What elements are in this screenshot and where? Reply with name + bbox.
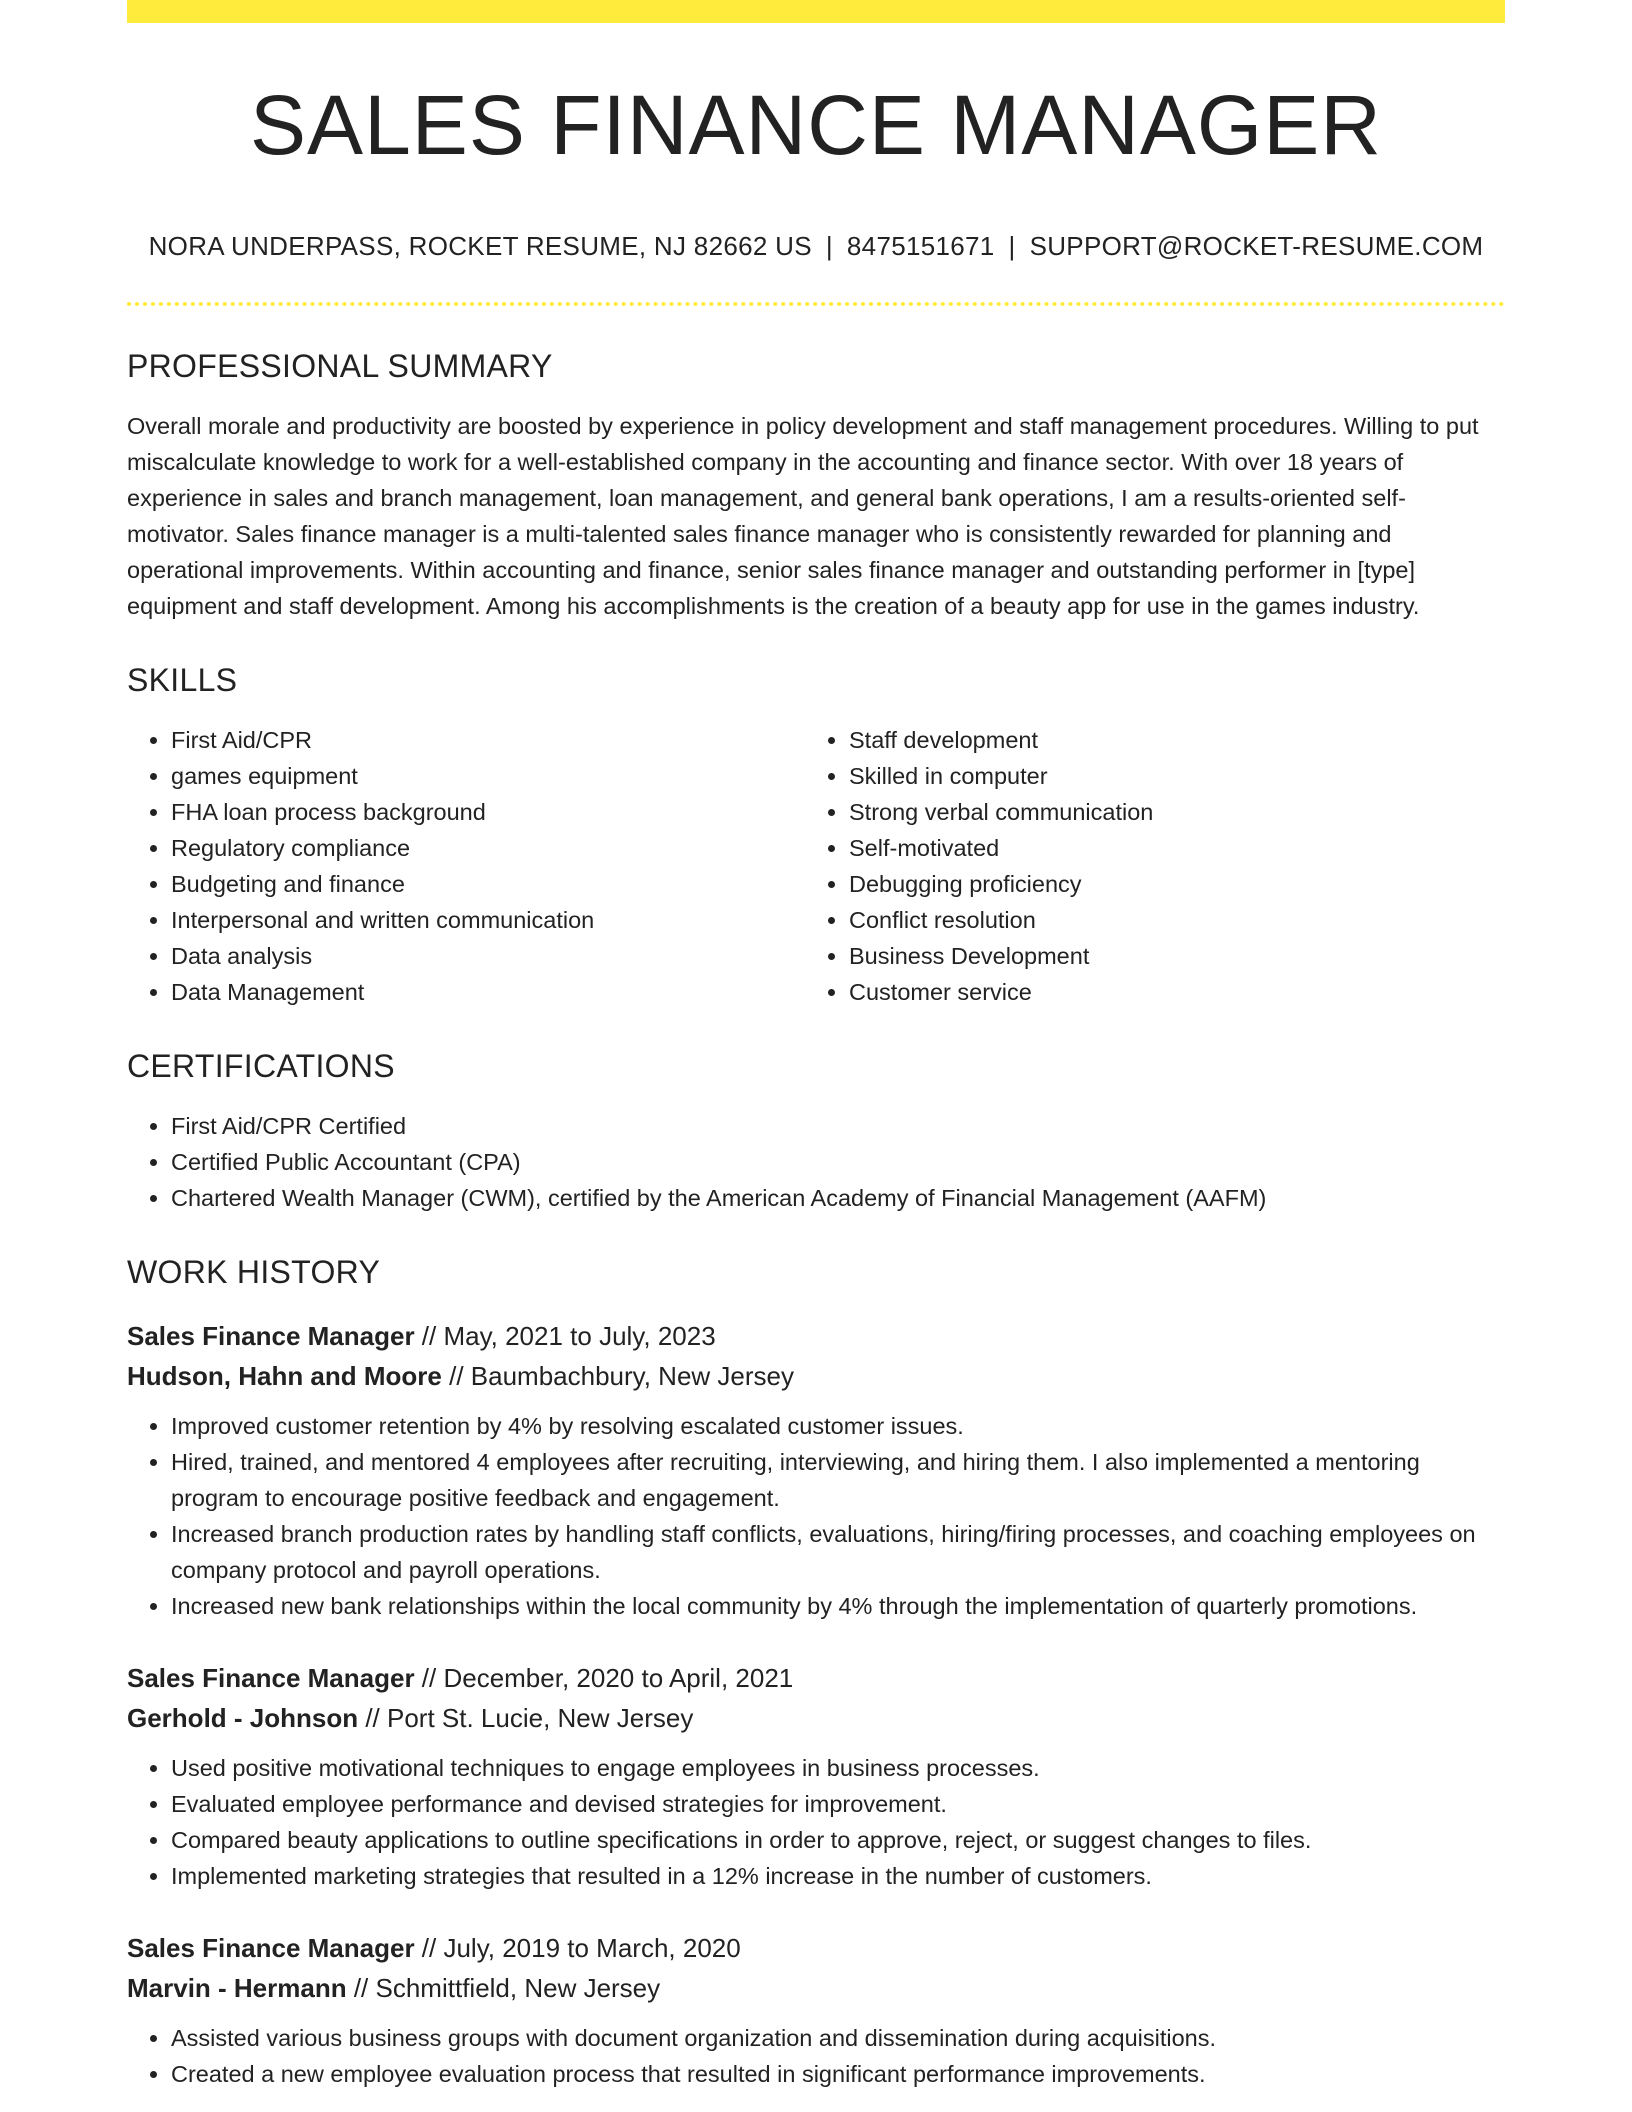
certification-item: • First Aid/CPR Certified [171, 1108, 1505, 1144]
skill-item: • Interpersonal and written communication [171, 902, 805, 938]
skill-item: • Strong verbal communication [849, 794, 1483, 830]
job-bullet: • Increased new bank relationships within the local community by 4% through the implementation of quarterly promotions. [171, 1588, 1505, 1624]
job-location: // Port St. Lucie, New Jersey [358, 1703, 694, 1733]
job-company-line [127, 1968, 1505, 2008]
job-company: Hudson, Hahn and Moore [127, 1361, 442, 1391]
job-location: // Schmittfield, New Jersey [346, 1973, 661, 2003]
job-company-line [127, 1698, 1505, 1738]
job-bullet: • Created a new employee evaluation process that resulted in significant performance improvements. [171, 2056, 1505, 2092]
skill-item: • Regulatory compliance [171, 830, 805, 866]
job-role-line [127, 1316, 1505, 1356]
skill-item: • Conflict resolution [849, 902, 1483, 938]
contact-line [127, 231, 1505, 262]
job-bullet: • Used positive motivational techniques to engage employees in business processes. [171, 1750, 1505, 1786]
job-bullet: • Improved customer retention by 4% by resolving escalated customer issues. [171, 1408, 1505, 1444]
skill-item: • Business Development [849, 938, 1483, 974]
job-dates: // May, 2021 to July, 2023 [414, 1321, 716, 1351]
job-bullet: • Evaluated employee performance and devised strategies for improvement. [171, 1786, 1505, 1822]
job-bullet: • Hired, trained, and mentored 4 employees after recruiting, interviewing, and hiring them. I also implemented a mentoring program to encourage positive feedback and engagement. [171, 1444, 1505, 1516]
job-company: Gerhold - Johnson [127, 1703, 359, 1733]
skills-heading: SKILLS [127, 662, 238, 698]
job-role-line [127, 1928, 1505, 1968]
skill-item: • Staff development [849, 722, 1483, 758]
job-role: Sales Finance Manager [127, 1933, 415, 1963]
resume-page [127, 0, 1505, 2092]
job-role: Sales Finance Manager [127, 1663, 415, 1693]
skill-item: • Budgeting and finance [171, 866, 805, 902]
job-bullet: • Increased branch production rates by handling staff conflicts, evaluations, hiring/firing processes, and coaching employees on company protocol and payroll operations. [171, 1516, 1505, 1588]
contact-phone: 8475151671 [846, 231, 995, 261]
job-role-line [127, 1658, 1505, 1698]
skill-item: • Self-motivated [849, 830, 1483, 866]
contact-address: NORA UNDERPASS, ROCKET RESUME, NJ 82662 US [148, 231, 812, 261]
certification-item: • Certified Public Accountant (CPA) [171, 1144, 1505, 1180]
job-location: // Baumbachbury, New Jersey [441, 1361, 794, 1391]
skill-item: • First Aid/CPR [171, 722, 805, 758]
contact-email[interactable]: SUPPORT@ROCKET-RESUME.COM [1029, 231, 1484, 261]
skills-list [127, 722, 1505, 1010]
contact-separator: | [825, 231, 833, 261]
skill-item: • Data Management [171, 974, 805, 1010]
skill-item: • Skilled in computer [849, 758, 1483, 794]
certification-item: • Chartered Wealth Manager (CWM), certified by the American Academy of Financial Management (AAFM) [171, 1180, 1505, 1216]
summary-text: Overall morale and productivity are boosted by experience in policy development and staff management procedures. Willing to put miscalculate knowledge to work for a well-established company in the accounting and finance sector. With over 18 years of experience in sales and branch management, loan management, and general bank operations, I am a results-oriented self-motivator. Sales finance manager is a multi-talented sales finance manager who is consistently rewarded for planning and operational improvements. Within accounting and finance, senior sales finance manager and outstanding performer in [type] equipment and staff development. Among his accomplishments is the creation of a beauty app for use in the games industry. [127, 413, 1479, 619]
dotted-divider [127, 302, 1505, 306]
skills-column-right [805, 722, 1483, 1010]
certifications-heading: CERTIFICATIONS [127, 1048, 395, 1084]
job-dates: // July, 2019 to March, 2020 [414, 1933, 741, 1963]
skill-item: • games equipment [171, 758, 805, 794]
job-entry [127, 1928, 1505, 2092]
skill-item: • Debugging proficiency [849, 866, 1483, 902]
work-history-heading: WORK HISTORY [127, 1254, 381, 1290]
skill-item: • Customer service [849, 974, 1483, 1010]
job-entry [127, 1658, 1505, 1894]
job-bullet: • Implemented marketing strategies that resulted in a 12% increase in the number of customers. [171, 1858, 1505, 1894]
job-bullet: • Compared beauty applications to outline specifications in order to approve, reject, or suggest changes to files. [171, 1822, 1505, 1858]
job-role: Sales Finance Manager [127, 1321, 415, 1351]
summary-heading: PROFESSIONAL SUMMARY [127, 348, 553, 384]
certifications-list [127, 1108, 1505, 1216]
job-entry [127, 1316, 1505, 1624]
job-company-line [127, 1356, 1505, 1396]
contact-separator: | [1008, 231, 1016, 261]
job-bullet: • Assisted various business groups with document organization and dissemination during acquisitions. [171, 2020, 1505, 2056]
skills-column-left [127, 722, 805, 1010]
accent-bar [127, 0, 1505, 23]
job-company: Marvin - Hermann [127, 1973, 347, 2003]
skill-item: • FHA loan process background [171, 794, 805, 830]
job-dates: // December, 2020 to April, 2021 [414, 1663, 794, 1693]
skill-item: • Data analysis [171, 938, 805, 974]
resume-title: SALES FINANCE MANAGER [250, 78, 1382, 172]
